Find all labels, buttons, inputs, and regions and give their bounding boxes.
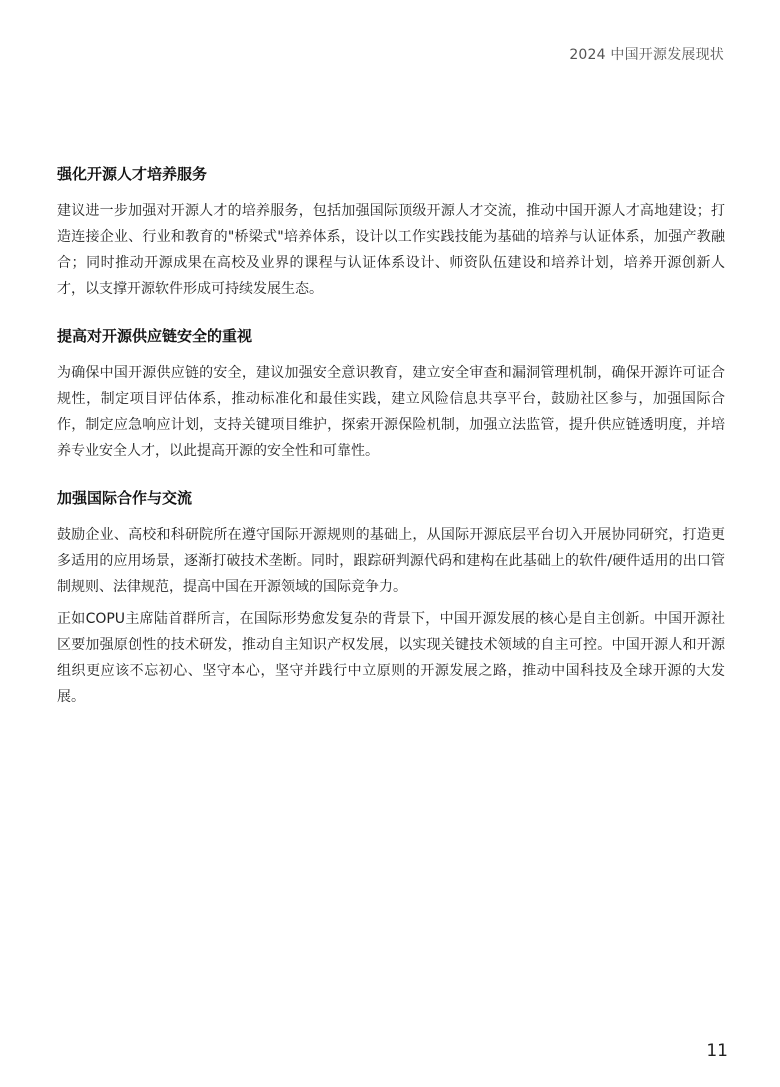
paragraph: 建议进一步加强对开源人才的培养服务，包括加强国际顶级开源人才交流，推动中国开源人才高地建设；打造连接企业、行业和教育的"桥梁式"培养体系，设计以工作实践技能为基础的培养与认证体系，加强产教融合；同时推动开源成果在高校及业界的课程与认证体系设计、师资队伍建设和培养计划，培养开源创新人才，以支撑开源软件形成可持续发展生态。 [57,203,725,297]
paragraph: 为确保中国开源供应链的安全，建议加强安全意识教育，建立安全审查和漏洞管理机制，确保开源许可证合规性，制定项目评估体系，推动标准化和最佳实践，建立风险信息共享平台，鼓励社区参与，加强国际合作，制定应急响应计划，支持关键项目维护，探索开源保险机制，加强立法监管，提升供应链透明度，并培养专业安全人才，以此提高开源的安全性和可靠性。 [57,365,725,459]
running-header: 2024 中国开源发展现状 [569,47,724,63]
document-body [57,162,725,732]
section-supply-chain-security [57,324,725,464]
section-heading: 提高对开源供应链安全的重视 [57,327,253,345]
paragraph: 鼓励企业、高校和科研院所在遵守国际开源规则的基础上，从国际开源底层平台切入开展协同研究，打造更多适用的应用场景，逐渐打破技术垄断。同时，跟踪研判源代码和建构在此基础上的软件/硬件适用的出口管制规则、法律规范，提高中国在开源领域的国际竞争力。 [57,527,725,595]
section-heading: 加强国际合作与交流 [57,489,193,507]
section-talent-training [57,162,725,302]
paragraph: 正如COPU主席陆首群所言，在国际形势愈发复杂的背景下，中国开源发展的核心是自主创新。中国开源社区要加强原创性的技术研发，推动自主知识产权发展，以实现关键技术领域的自主可控。中国开源人和开源组织更应该不忘初心、坚守本心，坚守并践行中立原则的开源发展之路，推动中国科技及全球开源的大发展。 [57,611,725,705]
page-number: 11 [706,1041,728,1061]
section-heading: 强化开源人才培养服务 [57,165,208,183]
section-international-cooperation [57,486,725,710]
